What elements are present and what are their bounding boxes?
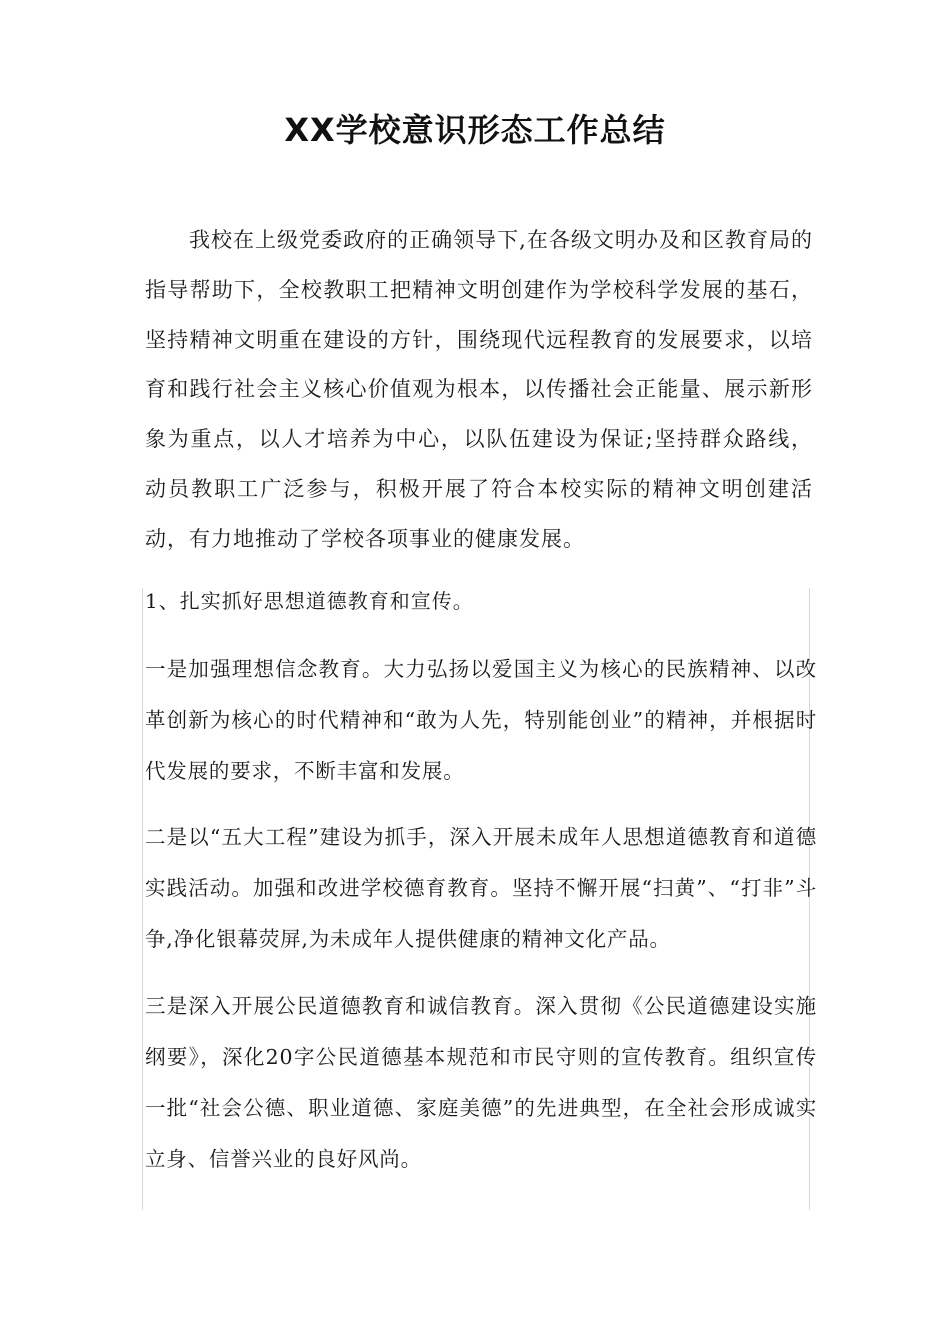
section-heading: 1、扎实抓好思想道德教育和宣传。 xyxy=(145,589,474,613)
body-paragraph-2: 二是以“五大工程”建设为抓手，深入开展未成年人思想道德教育和道德实践活动。加强和改进学校德育教育。坚持不懈开展“扫黄”、“打非”斗争,净化银幕荧屏,为未成年人提供健康的精神文化产品。 xyxy=(145,825,817,951)
body-paragraph-1: 一是加强理想信念教育。大力弘扬以爱国主义为核心的民族精神、以改革创新为核心的时代精神和“敢为人先，特别能创业”的精神，并根据时代发展的要求，不断丰富和发展。 xyxy=(145,657,817,783)
intro-paragraph: 我校在上级党委政府的正确领导下,在各级文明办及和区教育局的指导帮助下，全校教职工把精神文明创建作为学校科学发展的基石，坚持精神文明重在建设的方针，围绕现代远程教育的发展要求，以培育和践行社会主义核心价值观为根本，以传播社会正能量、展示新形象为重点，以人才培养为中心，以队伍建设为保证;坚持群众路线，动员教职工广泛参与，积极开展了符合本校实际的精神文明创建活动，有力地推动了学校各项事业的健康发展。 xyxy=(145,228,813,551)
document-title: XX学校意识形态工作总结 xyxy=(284,111,666,149)
body-paragraph-3: 三是深入开展公民道德教育和诚信教育。深入贯彻《公民道德建设实施纲要》，深化20字公民道德基本规范和市民守则的宣传教育。组织宣传一批“社会公德、职业道德、家庭美德”的先进典型，在全社会形成诚实立身、信誉兴业的良好风尚。 xyxy=(145,994,817,1171)
